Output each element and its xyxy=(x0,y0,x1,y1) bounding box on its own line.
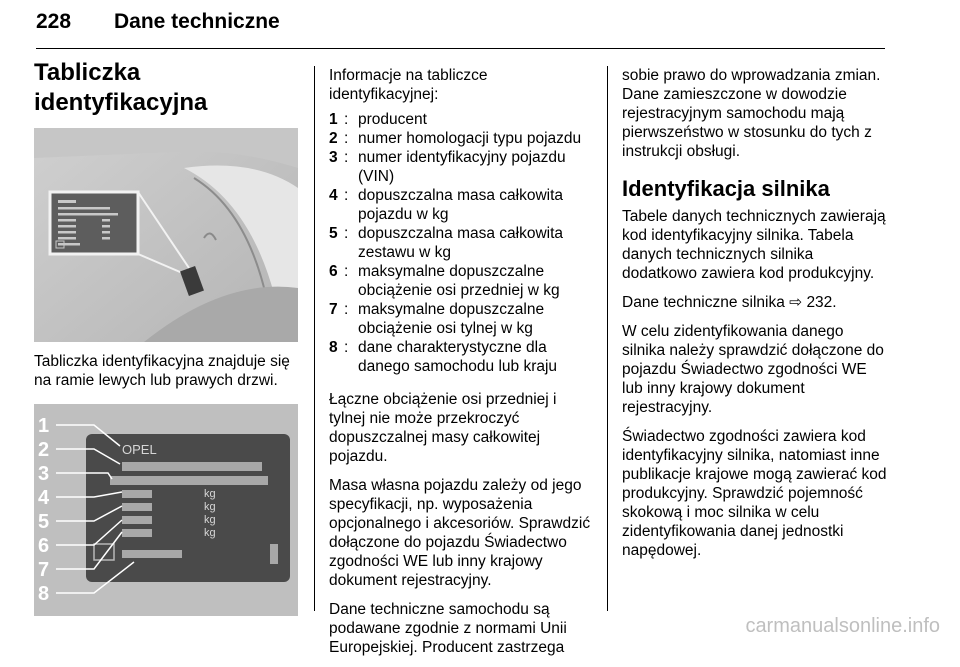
plate-callout-6: 6 xyxy=(38,535,50,557)
plate-legend xyxy=(329,110,593,376)
plate-callout-4: 4 xyxy=(38,487,50,509)
legend-number: 6 xyxy=(329,263,338,280)
certificate-paragraph: Świadectwo zgodności zawiera kod identyfikacyjny silnika, natomiast inne publikacje krajowe mogą zawierać kod produkcyjny. Sprawdzić pojemność skokową i moc silnika w celu zidentyfikowania danej jednostki napędowej. xyxy=(622,428,887,559)
legend-text: numer identyfikacyjny pojazdu (VIN) xyxy=(358,149,566,185)
right-column xyxy=(622,66,888,570)
legend-text: dopuszczalna masa całkowita zestawu w kg xyxy=(358,225,564,261)
legend-number: 1 xyxy=(329,111,338,128)
plate-callout-8: 8 xyxy=(38,583,50,605)
watermark: carmanualsonline.info xyxy=(745,615,940,637)
engine-code-paragraph: Tabele danych technicznych zawierają kod identyfikacyjny silnika. Tabela danych technicznych silnika dodatkowo zawiera kod produkcyjny. xyxy=(622,208,886,282)
legend-item: 7 : maksymalne dopuszczalne obciążenie osi tylnej w kg xyxy=(329,300,593,338)
plate-callout-2: 2 xyxy=(38,439,50,461)
header-rule xyxy=(36,48,885,49)
legend-item: 2 : numer homologacji typu pojazdu xyxy=(329,129,593,148)
legend-item: 3 : numer identyfikacyjny pojazdu (VIN) xyxy=(329,148,593,186)
section-heading-plate: Tabliczka identyfikacyjna xyxy=(34,59,208,116)
legend-item: 5 : dopuszczalna masa całkowita zestawu w kg xyxy=(329,224,593,262)
legend-item: 8 : dane charakterystyczne dla danego samochodu lub kraju xyxy=(329,338,593,376)
continued-paragraph: sobie prawo do wprowadzania zmian. Dane zamieszczone w dowodzie rejestracyjnym samochodu mają pierwszeństwo w stosunku do tych z instrukcji obsługi. xyxy=(622,67,881,160)
door-frame-photo xyxy=(34,128,298,342)
legend-intro: Informacje na tabliczce identyfikacyjnej: xyxy=(329,67,488,103)
plate-kg-1: kg xyxy=(204,488,216,500)
column-rule-1 xyxy=(314,66,315,611)
plate-callout-5: 5 xyxy=(38,511,50,533)
section-heading-engine: Identyfikacja silnika xyxy=(622,176,830,201)
plate-illustration xyxy=(34,404,298,616)
legend-text: maksymalne dopuszczalne obciążenie osi przedniej w kg xyxy=(358,263,560,299)
legend-number: 7 xyxy=(329,301,338,318)
curb-weight-paragraph: Masa własna pojazdu zależy od jego specyfikacji, np. wyposażenia opcjonalnego i akcesoriów. Sprawdzić dołączone do pojazdu Świadectwo zgodności WE lub inny krajowy dokument rejestracyjny. xyxy=(329,477,591,589)
plate-callout-3: 3 xyxy=(38,463,50,485)
engine-identify-paragraph: W celu zidentyfikowania danego silnika należy sprawdzić dołączone do pojazdu Świadectwo zgodności WE lub inny krajowy dokument rejestracyjny. xyxy=(622,323,884,416)
plate-callout-7: 7 xyxy=(38,559,50,581)
middle-column xyxy=(329,66,593,667)
legend-number: 4 xyxy=(329,187,338,204)
plate-callout-1: 1 xyxy=(38,415,50,437)
eu-standards-paragraph: Dane techniczne samochodu są podawane zgodnie z normami Unii Europejskiej. Producent zastrzega xyxy=(329,601,567,656)
legend-text: numer homologacji typu pojazdu xyxy=(358,130,582,147)
plate-brand-text: OPEL xyxy=(122,442,157,457)
plate-kg-3: kg xyxy=(204,514,216,526)
column-rule-2 xyxy=(607,66,608,611)
plate-location-caption: Tabliczka identyfikacyjna znajduje się na ramie lewych lub prawych drzwi. xyxy=(34,353,290,389)
plate-kg-4: kg xyxy=(204,527,216,539)
legend-number: 2 xyxy=(329,130,338,147)
legend-item: 6 : maksymalne dopuszczalne obciążenie osi przedniej w kg xyxy=(329,262,593,300)
legend-item: 1 : producent xyxy=(329,110,593,129)
legend-number: 5 xyxy=(329,225,338,242)
running-title: Dane techniczne xyxy=(114,10,280,33)
left-column xyxy=(34,58,300,616)
legend-number: 8 xyxy=(329,339,338,356)
legend-text: maksymalne dopuszczalne obciążenie osi tylnej w kg xyxy=(358,301,545,337)
legend-text: producent xyxy=(358,111,427,128)
legend-number: 3 xyxy=(329,149,338,166)
legend-item: 4 : dopuszczalna masa całkowita pojazdu w kg xyxy=(329,186,593,224)
plate-kg-2: kg xyxy=(204,501,216,513)
engine-data-reference[interactable]: Dane techniczne silnika ⇨ 232. xyxy=(622,294,837,311)
page-number: 228 xyxy=(36,10,72,33)
axle-load-paragraph: Łączne obciążenie osi przedniej i tylnej nie może przekroczyć dopuszczalnej masy całkowitej pojazdu. xyxy=(329,391,557,465)
legend-text: dane charakterystyczne dla danego samochodu lub kraju xyxy=(358,339,558,375)
legend-text: dopuszczalna masa całkowita pojazdu w kg xyxy=(358,187,564,223)
